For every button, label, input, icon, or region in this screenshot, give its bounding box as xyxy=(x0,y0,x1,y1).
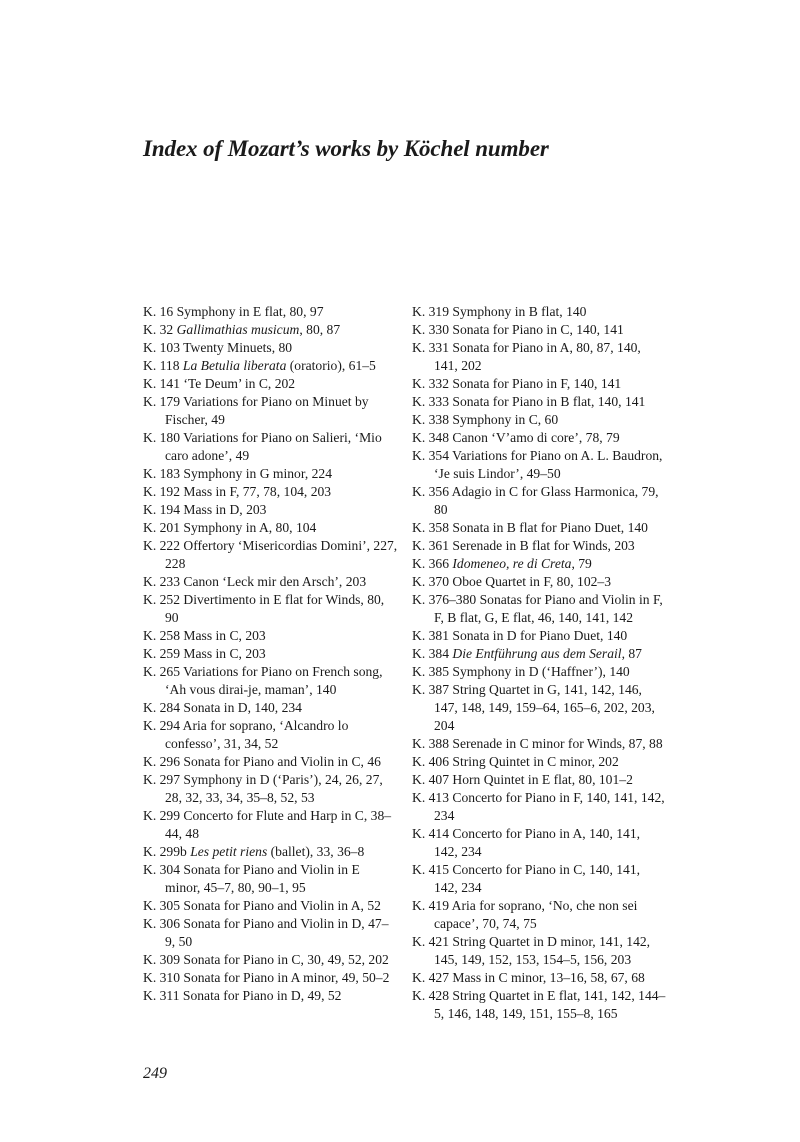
index-entry: K. 284 Sonata in D, 140, 234 xyxy=(143,700,302,715)
index-entry: K. 259 Mass in C, 203 xyxy=(143,646,266,661)
index-entry: K. 299 Concerto for Flute and Harp in C, 38–44, 48 xyxy=(143,808,392,841)
index-entry: K. 265 Variations for Piano on French song, ‘Ah vous dirai-je, maman’, 140 xyxy=(143,664,383,697)
index-entry: K. 381 Sonata in D for Piano Duet, 140 xyxy=(412,628,628,643)
index-entry: K. 319 Symphony in B flat, 140 xyxy=(412,304,587,319)
index-entry: K. 183 Symphony in G minor, 224 xyxy=(143,466,333,481)
index-entry: K. 141 ‘Te Deum’ in C, 202 xyxy=(143,376,296,391)
index-entry: K. 309 Sonata for Piano in C, 30, 49, 52, 202 xyxy=(143,952,389,967)
index-column-left xyxy=(143,303,398,1005)
index-entry: K. 304 Sonata for Piano and Violin in E minor, 45–7, 80, 90–1, 95 xyxy=(143,862,360,895)
index-entry: K. 419 Aria for soprano, ‘No, che non sei capace’, 70, 74, 75 xyxy=(412,898,638,931)
index-entry: K. 222 Offertory ‘Misericordias Domini’, 227, 228 xyxy=(143,538,398,571)
index-entry: K. 388 Serenade in C minor for Winds, 87, 88 xyxy=(412,736,663,751)
index-entry: K. 118 La Betulia liberata (oratorio), 61–5 xyxy=(143,358,376,373)
index-entry: K. 361 Serenade in B flat for Winds, 203 xyxy=(412,538,635,553)
index-entry: K. 299b Les petit riens (ballet), 33, 36–8 xyxy=(143,844,365,859)
index-entry: K. 252 Divertimento in E flat for Winds, 80, 90 xyxy=(143,592,385,625)
index-entry: K. 233 Canon ‘Leck mir den Arsch’, 203 xyxy=(143,574,367,589)
index-entry: K. 192 Mass in F, 77, 78, 104, 203 xyxy=(143,484,332,499)
index-entry: K. 194 Mass in D, 203 xyxy=(143,502,267,517)
work-title: La Betulia liberata xyxy=(182,358,287,373)
work-title: Les petit riens xyxy=(190,844,268,859)
index-entry: K. 296 Sonata for Piano and Violin in C, 46 xyxy=(143,754,381,769)
index-entry: K. 348 Canon ‘V’amo di core’, 78, 79 xyxy=(412,430,620,445)
page-title: Index of Mozart’s works by Köchel number xyxy=(143,136,549,161)
index-entry: K. 385 Symphony in D (‘Haffner’), 140 xyxy=(412,664,630,679)
index-entry: K. 413 Concerto for Piano in F, 140, 141, 142, 234 xyxy=(412,790,665,823)
index-entry: K. 376–380 Sonatas for Piano and Violin in F, F, B flat, G, E flat, 46, 140, 141, 142 xyxy=(412,592,663,625)
index-entry: K. 310 Sonata for Piano in A minor, 49, 50–2 xyxy=(143,970,390,985)
index-entry: K. 414 Concerto for Piano in A, 140, 141, 142, 234 xyxy=(412,826,641,859)
index-entry: K. 330 Sonata for Piano in C, 140, 141 xyxy=(412,322,624,337)
index-entry: K. 294 Aria for soprano, ‘Alcandro lo confesso’, 31, 34, 52 xyxy=(143,718,349,751)
index-column-right xyxy=(412,303,667,1023)
index-entry: K. 297 Symphony in D (‘Paris’), 24, 26, 27, 28, 32, 33, 34, 35–8, 52, 53 xyxy=(143,772,383,805)
index-entry: K. 358 Sonata in B flat for Piano Duet, 140 xyxy=(412,520,648,535)
index-entry: K. 366 Idomeneo, re di Creta, 79 xyxy=(412,556,592,571)
index-entry: K. 333 Sonata for Piano in B flat, 140, 141 xyxy=(412,394,646,409)
index-entry: K. 331 Sonata for Piano in A, 80, 87, 140, 141, 202 xyxy=(412,340,641,373)
index-entry: K. 387 String Quartet in G, 141, 142, 146, 147, 148, 149, 159–64, 165–6, 202, 203, 204 xyxy=(412,682,655,733)
index-entry: K. 201 Symphony in A, 80, 104 xyxy=(143,520,317,535)
index-entry: K. 180 Variations for Piano on Salieri, ‘Mio caro adone’, 49 xyxy=(143,430,382,463)
index-entry: K. 421 String Quartet in D minor, 141, 142, 145, 149, 152, 153, 154–5, 156, 203 xyxy=(412,934,651,967)
index-entry: K. 415 Concerto for Piano in C, 140, 141, 142, 234 xyxy=(412,862,641,895)
index-entry: K. 406 String Quintet in C minor, 202 xyxy=(412,754,619,769)
index-entry: K. 332 Sonata for Piano in F, 140, 141 xyxy=(412,376,622,391)
index-entry: K. 16 Symphony in E flat, 80, 97 xyxy=(143,304,324,319)
index-entry: K. 338 Symphony in C, 60 xyxy=(412,412,559,427)
index-entry: K. 305 Sonata for Piano and Violin in A, 52 xyxy=(143,898,381,913)
index-entry: K. 179 Variations for Piano on Minuet by Fischer, 49 xyxy=(143,394,369,427)
index-entry: K. 354 Variations for Piano on A. L. Baudron, ‘Je suis Lindor’, 49–50 xyxy=(412,448,663,481)
index-entry: K. 407 Horn Quintet in E flat, 80, 101–2 xyxy=(412,772,633,787)
index-entry: K. 103 Twenty Minuets, 80 xyxy=(143,340,293,355)
work-title: Die Entführung aus dem Serail xyxy=(452,646,622,661)
index-entry: K. 311 Sonata for Piano in D, 49, 52 xyxy=(143,988,342,1003)
index-entry: K. 427 Mass in C minor, 13–16, 58, 67, 68 xyxy=(412,970,645,985)
index-entry: K. 370 Oboe Quartet in F, 80, 102–3 xyxy=(412,574,612,589)
work-title: Idomeneo, re di Creta xyxy=(452,556,572,571)
index-entry: K. 32 Gallimathias musicum, 80, 87 xyxy=(143,322,341,337)
index-entry: K. 258 Mass in C, 203 xyxy=(143,628,266,643)
index-entry: K. 356 Adagio in C for Glass Harmonica, 79, 80 xyxy=(412,484,659,517)
index-entry: K. 306 Sonata for Piano and Violin in D, 47–9, 50 xyxy=(143,916,389,949)
index-entry: K. 428 String Quartet in E flat, 141, 142, 144–5, 146, 148, 149, 151, 155–8, 165 xyxy=(412,988,666,1021)
work-title: Gallimathias musicum xyxy=(176,322,300,337)
index-entry: K. 384 Die Entführung aus dem Serail, 87 xyxy=(412,646,642,661)
page-number: 249 xyxy=(143,1065,167,1082)
